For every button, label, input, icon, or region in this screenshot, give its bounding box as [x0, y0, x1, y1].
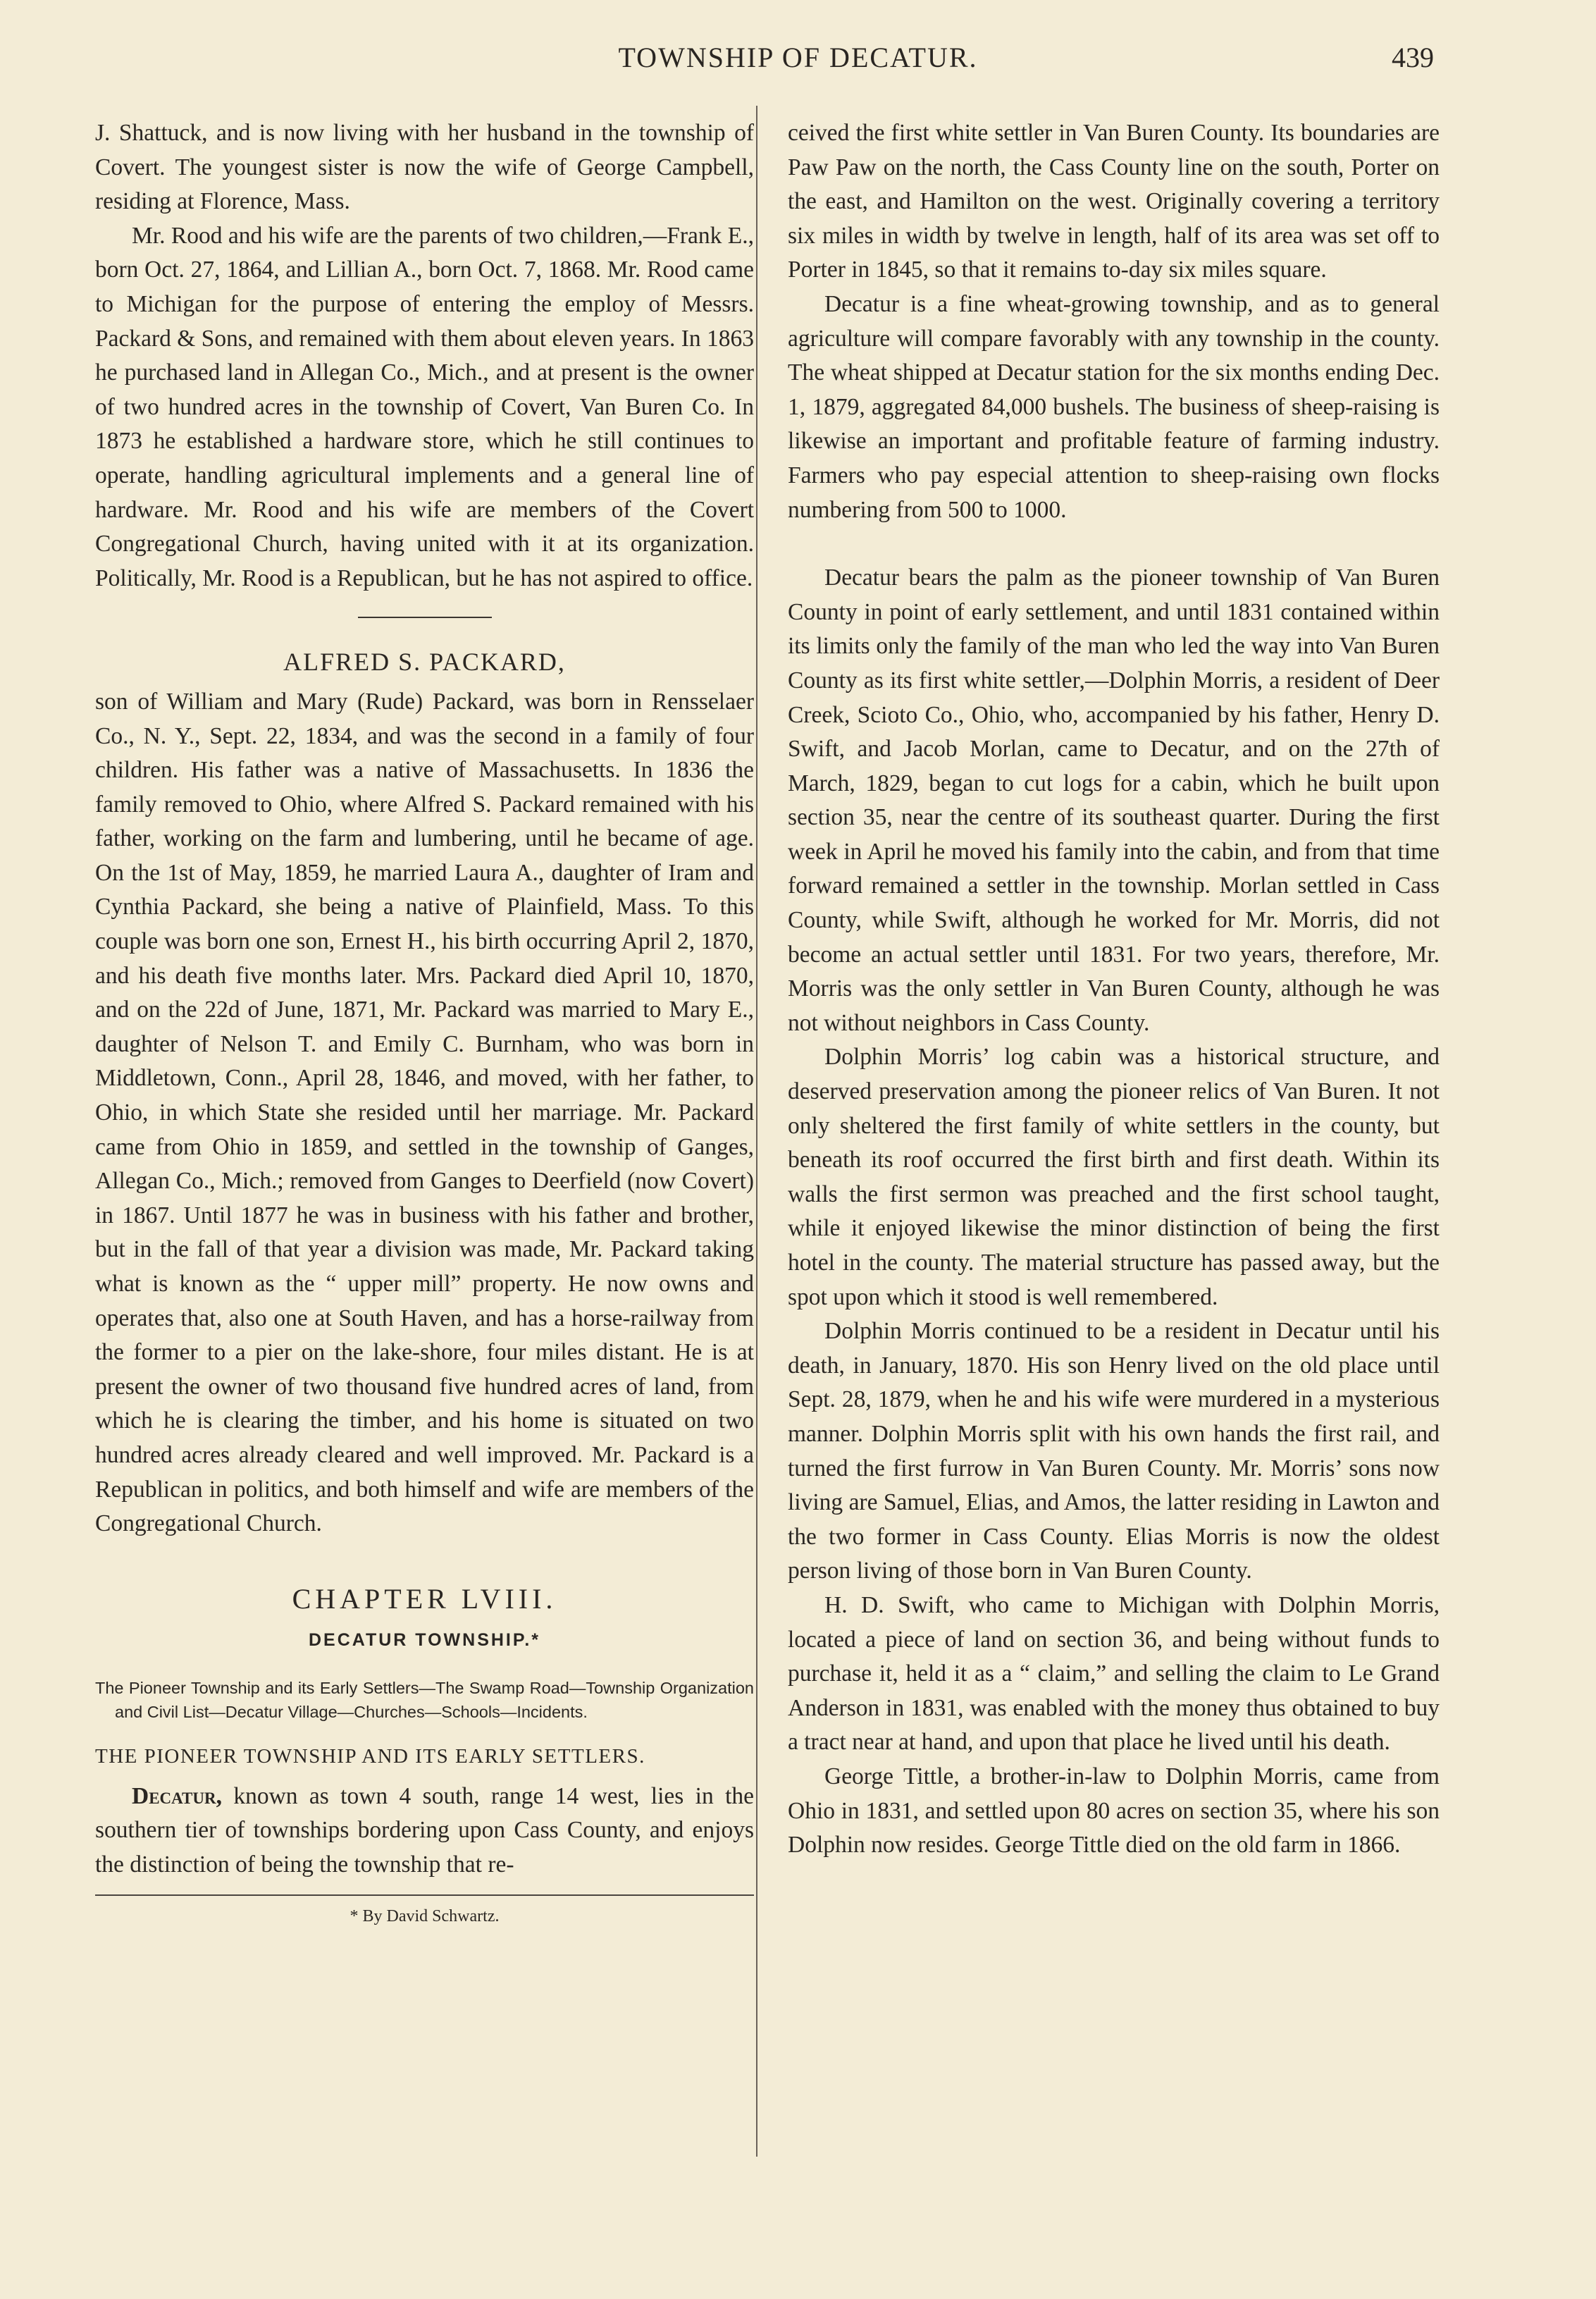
- paragraph-text: known as town 4 south, range 14 west, lies in the southern tier of townships bordering upon Cass County, and enjoys the distinction of being the township that re-: [95, 1782, 754, 1878]
- column-divider: [756, 106, 757, 2157]
- paragraph: Mr. Rood and his wife are the parents of two children,—Frank E., born Oct. 27, 1864, and Lillian A., born Oct. 7, 1868. Mr. Rood came to Michigan for the purpose of entering the employ of Messrs. Packard & Sons, and remained with them about eleven years. In 1863 he purchased land in Allegan Co., Mich., and at present is the owner of two hundred acres in the township of Covert, Van Buren Co. In 1873 he established a hardware store, which he still continues to operate, handling agricultural implements and a general line of hardware. Mr. Rood and his wife are members of the Covert Congregational Church, having united with it at its organization. Politically, Mr. Rood is a Republican, but he has not aspired to office.: [95, 222, 754, 591]
- biography-heading: ALFRED S. PACKARD,: [283, 648, 566, 677]
- paragraph: Dolphin Morris continued to be a resident in Decatur until his death, in January, 1870. His son Henry lived on the old place until Sept. 28, 1879, when he and his wife were murdered in a mysterious manner. Dolphin Morris split with his own hands the first rail, and turned the first furrow in Van Buren County. Mr. Morris’ sons now living are Samuel, Elias, and Amos, the latter residing in Lawton and the two former in Cass County. Elias Morris is now the oldest person living of those born in Van Buren County.: [788, 1318, 1440, 1584]
- paragraph: Dolphin Morris’ log cabin was a historical structure, and deserved preservation among the pioneer relics of Van Buren. It not only sheltered the first family of white settlers in the county, but beneath its roof occurred the first birth and first death. Within its walls the first sermon was preached and the first school taught, while it enjoyed likewise the minor distinction of being the first hotel in the county. The material structure has passed away, but the spot upon which it stood is well remembered.: [788, 1044, 1440, 1310]
- paragraph: Decatur is a fine wheat-growing township, and as to general agriculture will compare favorably with any township in the county. The wheat shipped at Decatur station for the six months ending Dec. 1, 1879, aggregated 84,000 bushels. The business of sheep-raising is likewise an important and profitable feature of farming industry. Farmers who pay especial attention to sheep-raising own flocks numbering from 500 to 1000.: [788, 290, 1440, 523]
- left-column: [95, 116, 754, 1928]
- chapter-title: CHAPTER LVIII.: [292, 1582, 557, 1615]
- lead-word: Decatur,: [132, 1782, 222, 1809]
- page-header: [0, 41, 1596, 83]
- chapter-synopsis: The Pioneer Township and its Early Settlers—The Swamp Road—Township Organization and Civil List—Decatur Village—Churches—Schools—Incidents.: [95, 1678, 754, 1721]
- page-number: 439: [1392, 42, 1434, 73]
- chapter-subtitle: DECATUR TOWNSHIP.*: [308, 1630, 541, 1651]
- paragraph: H. D. Swift, who came to Michigan with Dolphin Morris, located a piece of land on section 36, and being without funds to purchase it, held it as a “ claim,” and selling the claim to Le Grand Anderson in 1831, was enabled with the money thus obtained to buy a tract near at hand, and upon that place he lived until his death.: [788, 1591, 1440, 1756]
- footnote: * By David Schwartz.: [349, 1907, 500, 1926]
- footnote-divider: [95, 1894, 754, 1896]
- right-column: [788, 116, 1440, 1863]
- paragraph: son of William and Mary (Rude) Packard, was born in Rensselaer Co., N. Y., Sept. 22, 1834, and was the second in a family of four children. His father was a native of Massachusetts. In 1836 the family removed to Ohio, where Alfred S. Packard remained with his father, working on the farm and lumbering, until he became of age. On the 1st of May, 1859, he married Laura A., daughter of Iram and Cynthia Packard, she being a native of Plainfield, Mass. To this couple was born one son, Ernest H., his birth occurring April 2, 1870, and his death five months later. Mrs. Packard died April 10, 1870, and on the 22d of June, 1871, Mr. Packard was married to Mary E., daughter of Nelson T. and Emily C. Burnham, who was born in Middletown, Conn., April 28, 1846, and moved, with her father, to Ohio, in which State she resided until her marriage. Mr. Packard came from Ohio in 1859, and settled in the township of Ganges, Allegan Co., Mich.; removed from Ganges to Deerfield (now Covert) in 1867. Until 1877 he was in business with his father and brother, but in the fall of that year a division was made, Mr. Packard taking what is known as the “ upper mill” property. He now owns and operates that, also one at South Haven, and has a horse-railway from the former to a pier on the lake-shore, four miles distant. He is at present the owner of two thousand five hundred acres of land, from which he is clearing the timber, and his home is situated on two hundred acres already cleared and well improved. Mr. Packard is a Republican in politics, and both himself and wife are members of the Congregational Church.: [95, 688, 754, 1537]
- paragraph: J. Shattuck, and is now living with her husband in the township of Covert. The youngest sister is now the wife of George Campbell, residing at Florence, Mass.: [95, 120, 754, 215]
- paragraph: [95, 1780, 754, 1882]
- section-heading: THE PIONEER TOWNSHIP AND ITS EARLY SETTLERS.: [95, 1744, 645, 1768]
- paragraph: Decatur bears the palm as the pioneer township of Van Buren County in point of early settlement, and until 1831 contained within its limits only the family of the man who led the way into Van Buren County as its first white settler,—Dolphin Morris, a resident of Deer Creek, Scioto Co., Ohio, who, accompanied by his father, Henry D. Swift, and Jacob Morlan, came to Decatur, and on the 27th of March, 1829, began to cut logs for a cabin, which he built upon section 35, near the centre of its southeast quarter. During the first week in April he moved his family into the cabin, and from that time forward remained a settler in the township. Morlan settled in Cass County, while Swift, although he worked for Mr. Morris, did not become an actual settler until 1831. For two years, therefore, Mr. Morris was the only settler in Van Buren County, although he was not without neighbors in Cass County.: [788, 565, 1440, 1036]
- paragraph: George Tittle, a brother-in-law to Dolphin Morris, came from Ohio in 1831, and settled upon 80 acres on section 35, where his son Dolphin now resides. George Tittle died on the old farm in 1866.: [788, 1763, 1440, 1859]
- paragraph: ceived the first white settler in Van Buren County. Its boundaries are Paw Paw on the north, the Cass County line on the south, Porter on the east, and Hamilton on the west. Originally covering a territory six miles in width by twelve in length, half of its area was set off to Porter in 1845, so that it remains to-day six miles square.: [788, 120, 1440, 283]
- section-divider: [358, 617, 492, 618]
- running-title: TOWNSHIP OF DECATUR.: [618, 42, 978, 73]
